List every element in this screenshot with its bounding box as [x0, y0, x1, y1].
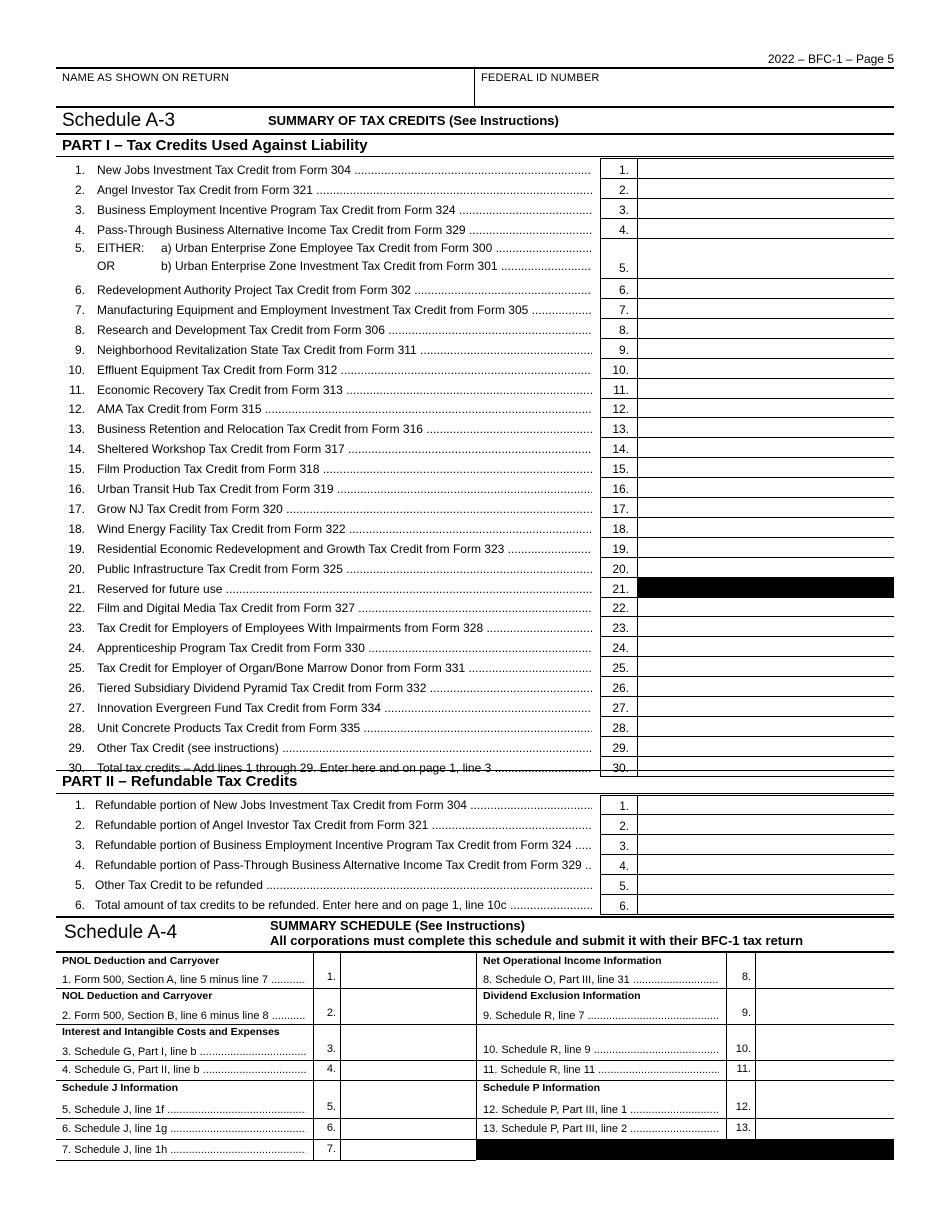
- amount-field[interactable]: [638, 438, 894, 458]
- line-description: Effluent Equipment Tax Credit from Form 312 .....: [97, 363, 592, 377]
- summary-line: [483, 1024, 719, 1060]
- tax-credit-line: [58, 478, 894, 498]
- summary-line-number: 1.: [326, 971, 336, 983]
- refundable-credit-line: [58, 895, 894, 915]
- line-description: Tiered Subsidiary Dividend Pyramid Tax Credit from Form 332 .....: [97, 681, 592, 695]
- summary-line: [62, 1118, 306, 1139]
- line-description: Business Employment Incentive Program Tax Credit from Form 324 .....: [97, 203, 592, 217]
- line-number: 25.: [68, 661, 85, 676]
- grid-divider: [755, 953, 756, 1139]
- summary-section-header: PNOL Deduction and Carryover: [62, 955, 220, 967]
- line-number: 4.: [74, 223, 85, 237]
- amount-field[interactable]: [638, 379, 894, 399]
- summary-amount-field[interactable]: [342, 1120, 474, 1137]
- line-number: 29.: [68, 740, 85, 755]
- summary-line-number: 3.: [326, 1043, 336, 1055]
- summary-line: [483, 1060, 719, 1080]
- line-description: Economic Recovery Tax Credit from Form 313 .....: [97, 383, 592, 397]
- tax-credit-line: [58, 677, 894, 697]
- schedule-a4-title: Schedule A-4: [64, 922, 178, 943]
- line-description: Refundable portion of Pass-Through Business Alternative Income Tax Credit from Form 329 .....: [95, 858, 592, 872]
- amount-field[interactable]: [638, 359, 894, 379]
- tax-credit-line: [58, 179, 894, 199]
- part2-top-rule: [56, 770, 894, 771]
- summary-amount-field[interactable]: [757, 1082, 892, 1116]
- amount-field[interactable]: [638, 558, 894, 578]
- line-box-number: 1.: [600, 795, 638, 815]
- line-number: 17.: [68, 501, 85, 516]
- tax-credit-line: [58, 737, 894, 757]
- amount-field[interactable]: [638, 199, 894, 219]
- summary-amount-field[interactable]: [757, 1120, 892, 1137]
- summary-amount-field[interactable]: [757, 955, 892, 986]
- summary-line-number: 4.: [326, 1063, 336, 1075]
- line-number: 5.: [74, 241, 85, 255]
- amount-field[interactable]: [638, 637, 894, 657]
- line-box-number: 8.: [600, 319, 638, 339]
- line-number: 8.: [74, 322, 85, 337]
- grid-divider: [476, 953, 477, 1160]
- tax-credit-line: [58, 617, 894, 637]
- line-number: 5.: [74, 878, 85, 892]
- refundable-credit-line: [58, 835, 894, 855]
- amount-field[interactable]: [638, 159, 894, 179]
- line-box-number: 1.: [600, 159, 638, 179]
- amount-field[interactable]: [638, 835, 894, 855]
- line-number: 21.: [68, 581, 85, 596]
- summary-line: [483, 955, 719, 990]
- line-number: 2.: [74, 818, 85, 832]
- summary-line-description: 4. Schedule G, Part II, line b .....: [62, 1064, 306, 1076]
- refundable-credit-line: [58, 795, 894, 815]
- amount-field[interactable]: [638, 478, 894, 498]
- grid-divider: [726, 953, 727, 1139]
- header-bottom-rule: [56, 106, 894, 108]
- line-number: 9.: [74, 342, 85, 357]
- summary-amount-field[interactable]: [342, 1141, 474, 1158]
- line-number: 16.: [68, 482, 85, 496]
- summary-line: [62, 990, 306, 1026]
- line-description: Tax Credit for Employers of Employees With Impairments from Form 328 .....: [97, 621, 592, 635]
- line-number: 20.: [68, 561, 85, 576]
- amount-field[interactable]: [638, 657, 894, 677]
- amount-field[interactable]: [638, 239, 894, 279]
- tax-credit-line: [58, 458, 894, 478]
- line5a-description: a) Urban Enterprise Zone Employee Tax Credit from Form 300 .....: [161, 241, 592, 255]
- line-number: 3.: [74, 203, 85, 217]
- summary-section-header: Net Operational Income Information: [483, 955, 662, 967]
- reserved-shaded-field: [638, 578, 894, 598]
- line-box-number: 3.: [600, 199, 638, 219]
- summary-line-number: 12.: [735, 1101, 751, 1113]
- header-divider: [474, 68, 475, 106]
- tax-credit-line: [58, 498, 894, 518]
- line-description: Sheltered Workshop Tax Credit from Form 317 .....: [97, 442, 592, 456]
- line-number: 3.: [74, 838, 85, 852]
- amount-field[interactable]: [638, 418, 894, 438]
- line-description: Manufacturing Equipment and Employment Investment Tax Credit from Form 305 .....: [97, 303, 592, 317]
- summary-line-description: 2. Form 500, Section B, line 6 minus line 8 .....: [62, 1010, 306, 1022]
- line-box-number: 11.: [600, 379, 638, 399]
- line-number: 15.: [68, 462, 85, 477]
- summary-line-description: 5. Schedule J, line 1f .....: [62, 1104, 306, 1116]
- line-box-number: 16.: [600, 478, 638, 498]
- line-number: 12.: [68, 402, 85, 417]
- summary-line-description: 11. Schedule R, line 11 .....: [483, 1064, 719, 1076]
- summary-amount-field[interactable]: [342, 1062, 474, 1078]
- schedule-a4-subheading: All corporations must complete this schedule and submit it with their BFC-1 tax return: [270, 933, 804, 948]
- line-box-number: 5.: [600, 875, 638, 895]
- line-box-number: 4.: [600, 855, 638, 875]
- line-description: Film Production Tax Credit from Form 318 .....: [97, 462, 592, 476]
- tax-credit-line: [58, 518, 894, 538]
- line-box-number: 5.: [600, 239, 638, 279]
- line-description: Angel Investor Tax Credit from Form 321 .....: [97, 183, 592, 197]
- line-description: Other Tax Credit (see instructions) .....: [97, 741, 592, 755]
- page-identifier: 2022 – BFC-1 – Page 5: [767, 52, 894, 66]
- line-box-number: 6.: [600, 279, 638, 299]
- line-number: 26.: [68, 681, 85, 695]
- line-description: Research and Development Tax Credit from Form 306 .....: [97, 323, 592, 337]
- tax-credit-line: [58, 418, 894, 438]
- line-description: Pass-Through Business Alternative Income Tax Credit from Form 329 .....: [97, 223, 592, 237]
- tax-credit-line: [58, 538, 894, 558]
- line-description: Total amount of tax credits to be refunded. Enter here and on page 1, line 10c .....: [95, 898, 592, 912]
- line-box-number: 2.: [600, 815, 638, 835]
- tax-credit-line: [58, 359, 894, 379]
- tax-credit-line: [58, 339, 894, 359]
- line-number: 4.: [74, 858, 85, 872]
- amount-field[interactable]: [638, 875, 894, 895]
- summary-amount-field[interactable]: [342, 1026, 474, 1058]
- summary-section-header: Interest and Intangible Costs and Expenses: [62, 1026, 280, 1038]
- line-box-number: 15.: [600, 458, 638, 478]
- line-number: 6.: [74, 898, 85, 912]
- grid-row-rule: [56, 1160, 476, 1161]
- summary-amount-field[interactable]: [757, 990, 892, 1022]
- line-box-number: 22.: [600, 597, 638, 617]
- amount-field[interactable]: [638, 398, 894, 418]
- line-box-number: 14.: [600, 438, 638, 458]
- refundable-credit-line: [58, 815, 894, 835]
- name-input[interactable]: [62, 86, 467, 104]
- part1-title: PART I – Tax Credits Used Against Liability: [62, 137, 368, 154]
- tax-credit-line: [58, 279, 894, 299]
- summary-line-number: 11.: [736, 1063, 751, 1075]
- line-box-number: 10.: [600, 359, 638, 379]
- amount-field[interactable]: [638, 279, 894, 299]
- line-number: 10.: [68, 362, 85, 377]
- line-description: Reserved for future use .....: [97, 582, 592, 596]
- fein-label: FEDERAL ID NUMBER: [481, 72, 600, 84]
- line-number: 1.: [74, 798, 85, 812]
- line-number: 24.: [68, 641, 85, 656]
- summary-line-number: 8.: [741, 971, 751, 983]
- summary-section-header: Schedule P Information: [483, 1082, 601, 1094]
- or-label: OR: [97, 259, 115, 273]
- amount-field[interactable]: [638, 299, 894, 319]
- summary-line: [62, 1026, 306, 1062]
- line-number: 14.: [68, 442, 85, 457]
- line-number: 18.: [68, 521, 85, 536]
- line-description: Unit Concrete Products Tax Credit from Form 335 .....: [97, 721, 592, 735]
- tax-credit-line: [58, 379, 894, 399]
- line-number: 1.: [74, 163, 85, 177]
- summary-section-header: Schedule J Information: [62, 1082, 179, 1094]
- line-box-number: 6.: [600, 895, 638, 915]
- summary-line: [62, 955, 306, 990]
- tax-credit-line: [58, 319, 894, 339]
- line-description: Public Infrastructure Tax Credit from Form 325 .....: [97, 562, 592, 576]
- a4-heading-rule: [56, 951, 894, 953]
- amount-field[interactable]: [638, 538, 894, 558]
- amount-field[interactable]: [638, 219, 894, 239]
- summary-line: [483, 990, 719, 1026]
- summary-line-description: 3. Schedule G, Part I, line b .....: [62, 1046, 306, 1058]
- amount-field[interactable]: [638, 458, 894, 478]
- tax-credit-line: [58, 558, 894, 578]
- summary-line-description: 13. Schedule P, Part III, line 2 .....: [483, 1123, 719, 1135]
- line-description: Refundable portion of Angel Investor Tax Credit from Form 321 .....: [95, 818, 592, 832]
- summary-line-number: 2.: [326, 1007, 336, 1019]
- line-description: Redevelopment Authority Project Tax Credit from Form 302 .....: [97, 283, 592, 297]
- line-box-number: 20.: [600, 558, 638, 578]
- line-box-number: 12.: [600, 398, 638, 418]
- summary-line: [62, 1060, 306, 1080]
- amount-field[interactable]: [638, 895, 894, 915]
- line-number: 30.: [68, 760, 85, 775]
- line-box-number: 25.: [600, 657, 638, 677]
- line-description: Apprenticeship Program Tax Credit from Form 330 .....: [97, 641, 592, 655]
- summary-line-number: 5.: [326, 1101, 336, 1113]
- refundable-credit-line: [58, 855, 894, 875]
- summary-line-description: 6. Schedule J, line 1g .....: [62, 1123, 306, 1135]
- line-description: Business Retention and Relocation Tax Credit from Form 316 .....: [97, 422, 592, 436]
- line-description: Urban Transit Hub Tax Credit from Form 319 .....: [97, 482, 592, 496]
- summary-line: [483, 1118, 719, 1139]
- line-description: Tax Credit for Employer of Organ/Bone Marrow Donor from Form 331 .....: [97, 661, 592, 675]
- amount-field[interactable]: [638, 737, 894, 757]
- tax-credit-line: [58, 697, 894, 717]
- line-box-number: 7.: [600, 299, 638, 319]
- line-box-number: 17.: [600, 498, 638, 518]
- grid-divider: [340, 953, 341, 1160]
- line-box-number: 27.: [600, 697, 638, 717]
- line-description: New Jobs Investment Tax Credit from Form 304 .....: [97, 163, 592, 177]
- line-box-number: 23.: [600, 617, 638, 637]
- header-top-rule: [56, 67, 894, 69]
- tax-credit-line: [58, 299, 894, 319]
- summary-line-description: 9. Schedule R, line 7 .....: [483, 1010, 719, 1022]
- line-description: Total tax credits – Add lines 1 through 29. Enter here and on page 1, line 3 .....: [97, 761, 592, 775]
- amount-field[interactable]: [638, 339, 894, 359]
- line-box-number: 4.: [600, 219, 638, 239]
- amount-field[interactable]: [638, 697, 894, 717]
- schedule-a3-heading: SUMMARY OF TAX CREDITS (See Instructions): [268, 113, 559, 128]
- line-description: Neighborhood Revitalization State Tax Credit from Form 311 .....: [97, 343, 592, 357]
- line-number: 19.: [68, 541, 85, 556]
- summary-line-description: 7. Schedule J, line 1h .....: [62, 1144, 306, 1156]
- line-box-number: 30.: [600, 757, 638, 777]
- summary-line-number: 10.: [735, 1043, 751, 1055]
- amount-field[interactable]: [638, 518, 894, 538]
- line-box-number: 3.: [600, 835, 638, 855]
- line-description: Film and Digital Media Tax Credit from Form 327 .....: [97, 601, 592, 615]
- line-number: 22.: [68, 601, 85, 616]
- line-box-number: 2.: [600, 179, 638, 199]
- line-number: 13.: [68, 422, 85, 437]
- amount-field[interactable]: [638, 319, 894, 339]
- schedule-a3-title: Schedule A-3: [62, 110, 176, 131]
- line-number: 11.: [69, 382, 85, 397]
- summary-line-description: 12. Schedule P, Part III, line 1 .....: [483, 1104, 719, 1116]
- line-number: 7.: [74, 302, 85, 317]
- tax-credit-line: [58, 438, 894, 458]
- line-box-number: 13.: [600, 418, 638, 438]
- either-label: EITHER:: [97, 241, 145, 255]
- line-number: 23.: [68, 621, 85, 636]
- line-description: Refundable portion of Business Employment Incentive Program Tax Credit from Form 324 .....: [95, 838, 592, 852]
- line-number: 2.: [74, 183, 85, 197]
- tax-credit-line: [58, 199, 894, 219]
- line-description: AMA Tax Credit from Form 315 .....: [97, 402, 592, 416]
- amount-field[interactable]: [638, 717, 894, 737]
- amount-field[interactable]: [638, 617, 894, 637]
- line-description: Wind Energy Facility Tax Credit from Form 322 .....: [97, 522, 592, 536]
- summary-section-header: Dividend Exclusion Information: [483, 990, 641, 1002]
- summary-line-number: 6.: [326, 1122, 336, 1134]
- a3-heading-rule: [56, 133, 894, 135]
- line-box-number: 26.: [600, 677, 638, 697]
- tax-credit-line: [58, 597, 894, 617]
- summary-line-number: 13.: [735, 1122, 751, 1134]
- line-description: Other Tax Credit to be refunded .....: [95, 878, 592, 892]
- amount-field[interactable]: [638, 179, 894, 199]
- tax-credit-line: [58, 657, 894, 677]
- summary-amount-field[interactable]: [342, 990, 474, 1022]
- summary-line-number: 7.: [326, 1143, 336, 1155]
- name-label: NAME AS SHOWN ON RETURN: [62, 72, 230, 84]
- amount-field[interactable]: [638, 677, 894, 697]
- part1-title-rule: [56, 156, 894, 157]
- summary-section-header: NOL Deduction and Carryover: [62, 990, 213, 1002]
- amount-field[interactable]: [638, 815, 894, 835]
- line-description: Grow NJ Tax Credit from Form 320 .....: [97, 502, 592, 516]
- amount-field[interactable]: [638, 597, 894, 617]
- line-box-number: 28.: [600, 717, 638, 737]
- summary-amount-field[interactable]: [757, 1026, 892, 1058]
- line-box-number: 29.: [600, 737, 638, 757]
- line-box-number: 18.: [600, 518, 638, 538]
- tax-credit-line-5: [58, 239, 894, 279]
- summary-line: [62, 1139, 306, 1160]
- fein-input[interactable]: [481, 86, 891, 104]
- amount-field[interactable]: [638, 757, 894, 777]
- summary-amount-field[interactable]: [342, 955, 474, 986]
- summary-line-description: 10. Schedule R, line 9 .....: [483, 1044, 719, 1056]
- summary-amount-field[interactable]: [757, 1062, 892, 1078]
- tax-credit-line: [58, 637, 894, 657]
- line-number: 27.: [68, 700, 85, 715]
- line-description: Innovation Evergreen Fund Tax Credit from Form 334 .....: [97, 701, 592, 715]
- summary-line-description: 8. Schedule O, Part III, line 31 .....: [483, 974, 719, 986]
- summary-amount-field[interactable]: [342, 1082, 474, 1116]
- summary-line: [483, 1082, 719, 1120]
- line-box-number: 21.: [600, 578, 638, 598]
- summary-line-number: 9.: [741, 1007, 751, 1019]
- line5-option-b: [97, 259, 592, 273]
- tax-credit-line: [58, 159, 894, 179]
- line5b-description: b) Urban Enterprise Zone Investment Tax Credit from Form 301 .....: [161, 259, 592, 273]
- summary-line-description: 1. Form 500, Section A, line 5 minus line 7 .....: [62, 974, 306, 986]
- line-number: 28.: [68, 720, 85, 735]
- tax-credit-line: [58, 398, 894, 418]
- refundable-credit-line: [58, 875, 894, 895]
- line-number: 6.: [74, 283, 85, 297]
- tax-credit-line: [58, 219, 894, 239]
- schedule-a4-heading: SUMMARY SCHEDULE (See Instructions): [270, 918, 525, 933]
- shaded-unused-area: [476, 1139, 894, 1160]
- amount-field[interactable]: [638, 498, 894, 518]
- grid-row-rule: [56, 1080, 894, 1081]
- line-box-number: 24.: [600, 637, 638, 657]
- line-box-number: 19.: [600, 538, 638, 558]
- tax-credit-line: [58, 717, 894, 737]
- amount-field[interactable]: [638, 795, 894, 815]
- part2-title: PART II – Refundable Tax Credits: [62, 773, 298, 790]
- summary-line: [62, 1082, 306, 1120]
- line-description: Residential Economic Redevelopment and Growth Tax Credit from Form 323 .....: [97, 542, 592, 556]
- line-box-number: 9.: [600, 339, 638, 359]
- amount-field[interactable]: [638, 855, 894, 875]
- line-description: Refundable portion of New Jobs Investment Tax Credit from Form 304 .....: [95, 798, 592, 812]
- line5-option-a: [97, 241, 592, 255]
- tax-credit-line: [58, 578, 894, 598]
- part2-title-rule: [56, 793, 894, 794]
